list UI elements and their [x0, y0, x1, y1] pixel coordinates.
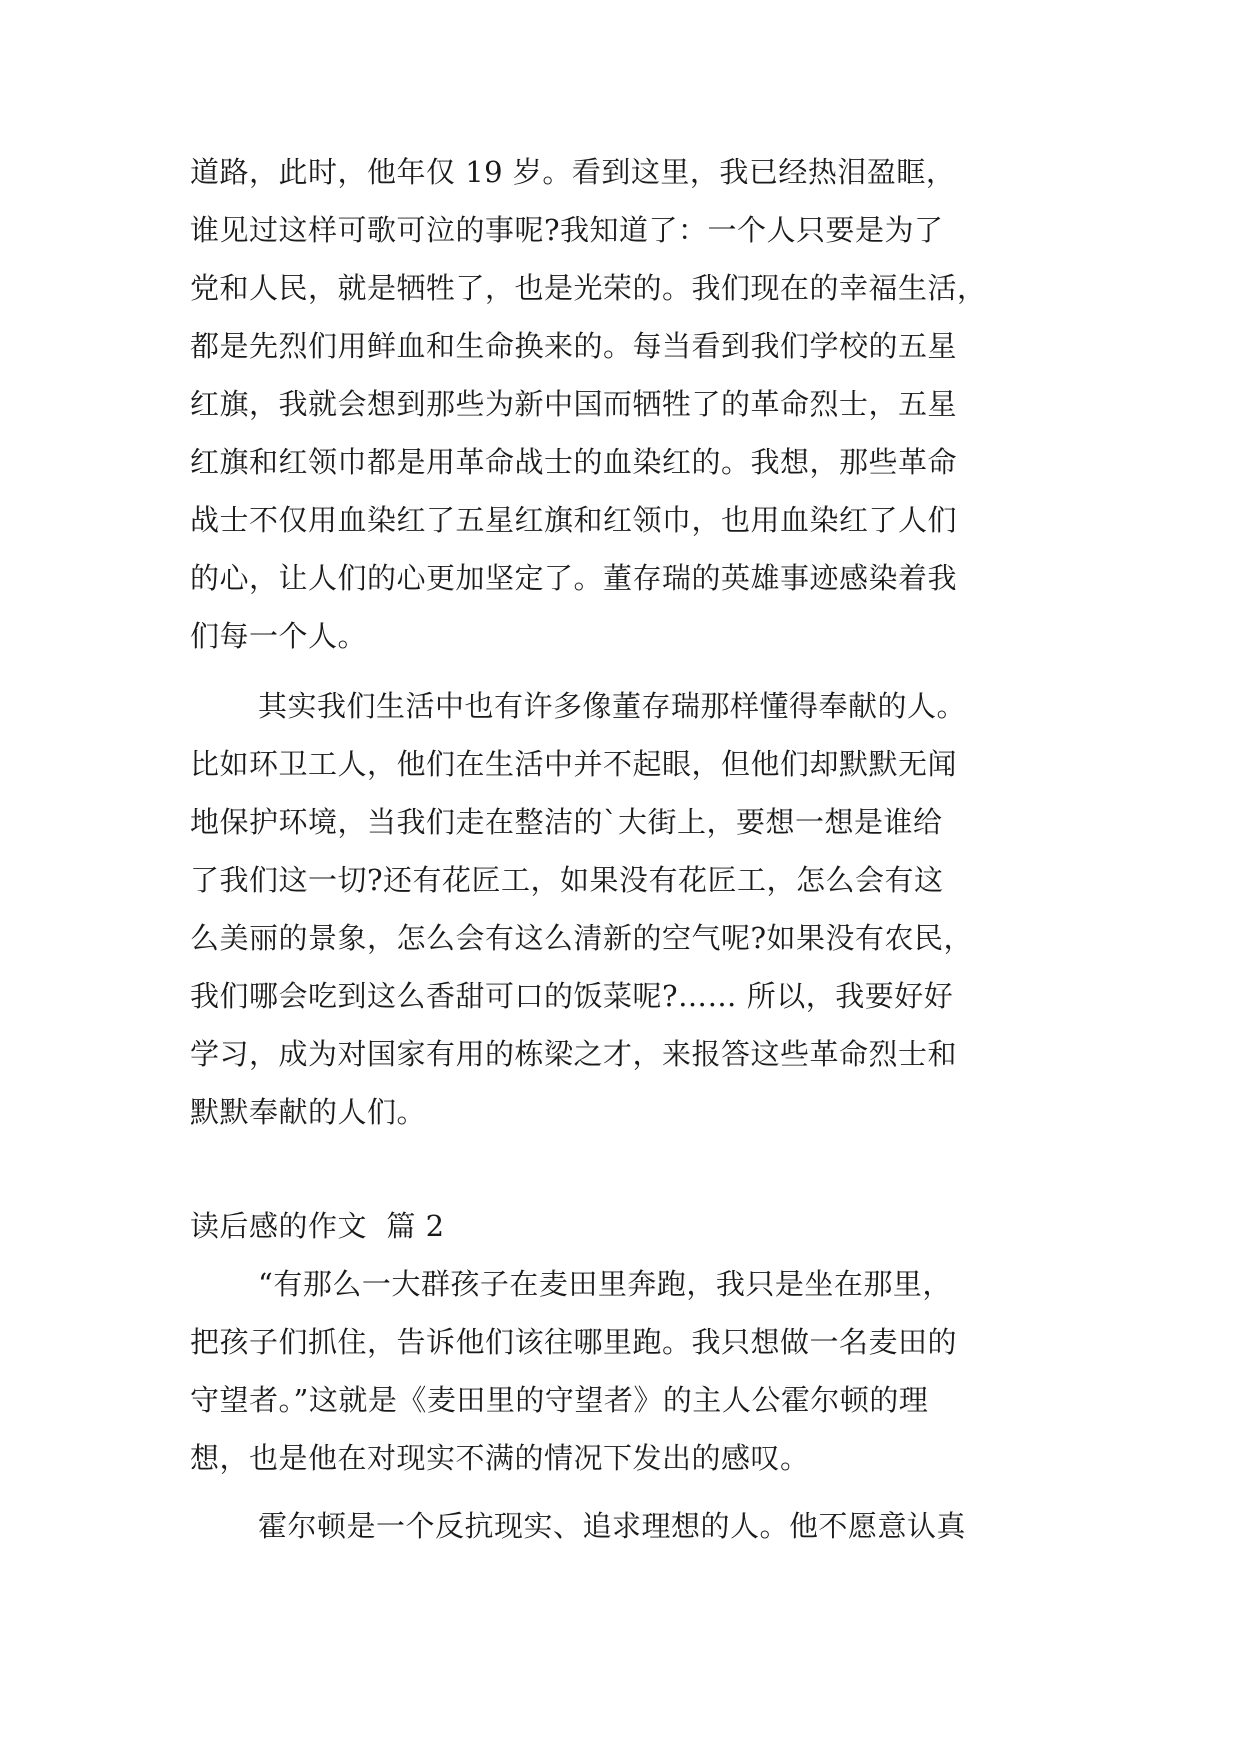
text-line: 道路，此时，他年仅 19 岁。看到这里，我已经热泪盈眶，	[190, 155, 956, 189]
paragraph-first-line: “有那么一大群孩子在麦田里奔跑，我只是坐在那里，	[258, 1267, 952, 1301]
text-line: 我们哪会吃到这么香甜可口的饭菜呢?…… 所以，我要好好	[190, 979, 954, 1013]
section-heading: 读后感的作文 篇 2	[190, 1209, 445, 1243]
text-line: 学习，成为对国家有用的栋梁之才，来报答这些革命烈士和	[190, 1037, 958, 1071]
text-line: 把孩子们抓住，告诉他们该往哪里跑。我只想做一名麦田的	[190, 1325, 958, 1359]
text-line: 想，也是他在对现实不满的情况下发出的感叹。	[190, 1441, 810, 1475]
paragraph-first-line: 其实我们生活中也有许多像董存瑞那样懂得奉献的人。	[258, 689, 967, 723]
text-line: 们每一个人。	[190, 619, 368, 653]
text-line: 谁见过这样可歌可泣的事呢?我知道了：一个人只要是为了	[190, 213, 944, 247]
text-line: 地保护环境，当我们走在整洁的`大街上，要想一想是谁给	[190, 805, 943, 839]
text-line: 守望者。”这就是《麦田里的守望者》的主人公霍尔顿的理	[190, 1383, 929, 1417]
text-line: 么美丽的景象，怎么会有这么清新的空气呢?如果没有农民，	[190, 921, 974, 955]
text-line: 都是先烈们用鲜血和生命换来的。每当看到我们学校的五星	[190, 329, 958, 363]
paragraph-first-line: 霍尔顿是一个反抗现实、追求理想的人。他不愿意认真	[258, 1509, 967, 1543]
text-line: 红旗，我就会想到那些为新中国而牺牲了的革命烈士，五星	[190, 387, 958, 421]
text-line: 红旗和红领巾都是用革命战士的血染红的。我想，那些革命	[190, 445, 958, 479]
text-line: 默默奉献的人们。	[190, 1095, 427, 1129]
text-line: 了我们这一切?还有花匠工，如果没有花匠工，怎么会有这	[190, 863, 944, 897]
text-line: 战士不仅用血染红了五星红旗和红领巾，也用血染红了人们	[190, 503, 958, 537]
text-line: 党和人民，就是牺牲了，也是光荣的。我们现在的幸福生活，	[190, 271, 987, 305]
text-line: 比如环卫工人，他们在生活中并不起眼，但他们却默默无闻	[190, 747, 958, 781]
text-line: 的心，让人们的心更加坚定了。董存瑞的英雄事迹感染着我	[190, 561, 958, 595]
